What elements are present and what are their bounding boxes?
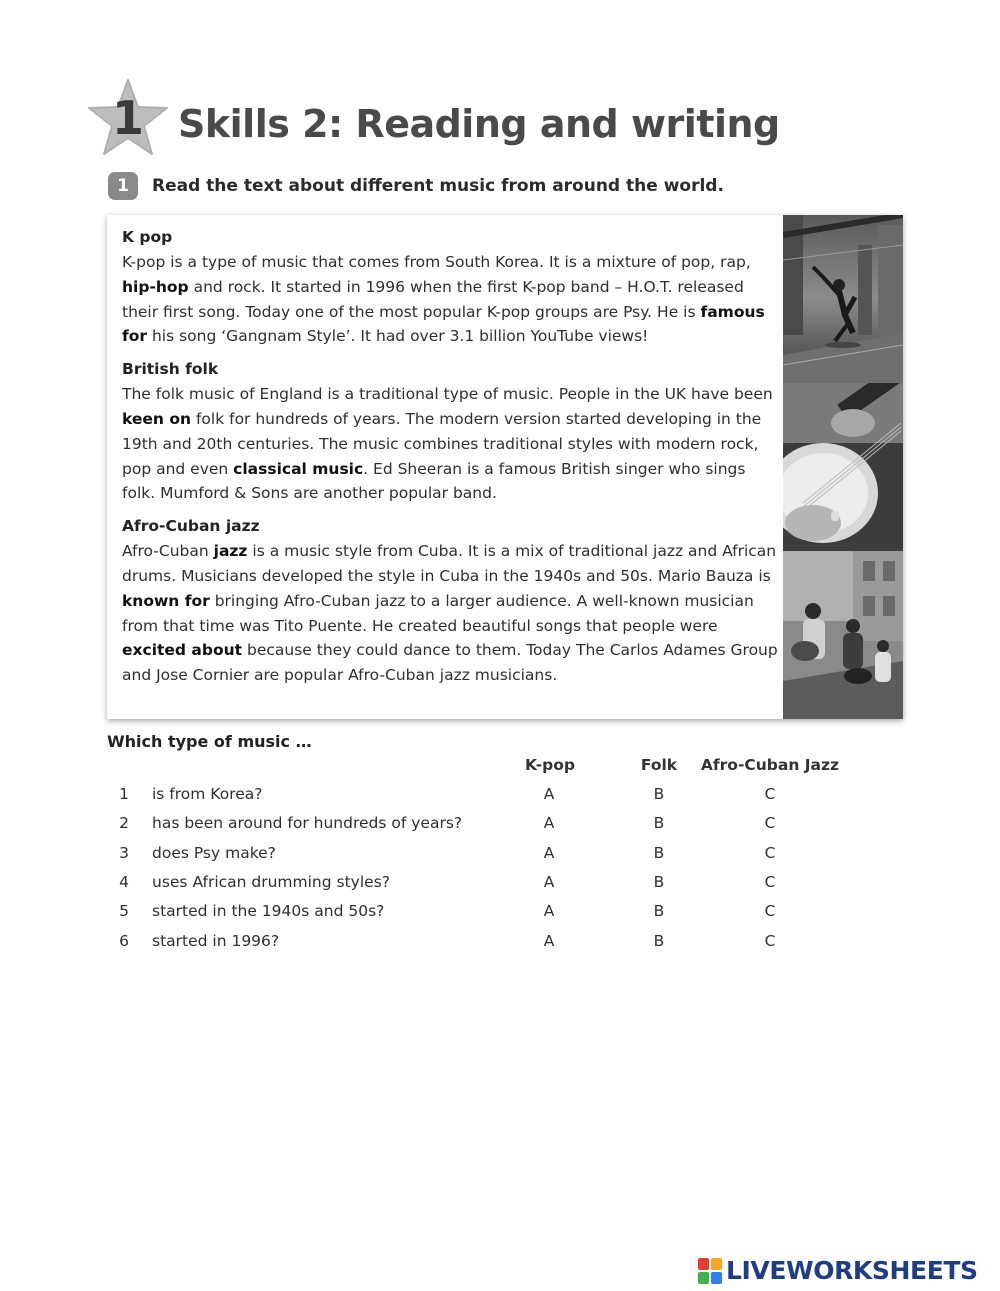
key-phrase: known for [122, 591, 210, 610]
answer-option-c[interactable]: C [764, 785, 776, 803]
question-row [0, 841, 1000, 865]
street-musicians-photo-icon [783, 551, 903, 719]
answer-option-b[interactable]: B [653, 814, 665, 833]
text-run: and rock. It started in 1996 when the first K-pop band – H.O.T. released their first song. Today one of the most popular K-pop groups are Psy. He is [122, 277, 744, 321]
key-phrase: hip-hop [122, 277, 189, 296]
section-heading: K pop [122, 228, 173, 246]
key-phrase: excited about [122, 641, 243, 660]
text-run: bringing Afro-Cuban jazz to a larger audience. A well-known musician from that time was Tito Puente. He created beautiful songs that people were [122, 591, 754, 635]
question-number: 4 [119, 872, 129, 891]
answer-option-b[interactable]: B [653, 931, 665, 950]
question-text: started in the 1940s and 50s? [152, 902, 385, 921]
brand-logo-area [698, 1254, 978, 1288]
brand-name: LIVEWORKSHEETS [726, 1256, 978, 1285]
answer-option-a[interactable]: A [543, 814, 555, 833]
answer-option-b[interactable]: B [653, 872, 665, 891]
photo-column [783, 215, 903, 719]
question-number: 3 [119, 843, 129, 862]
answer-option-b[interactable]: B [653, 785, 665, 803]
question-text: uses African drumming styles? [152, 872, 390, 891]
answer-option-c[interactable]: C [764, 902, 776, 921]
answer-option-c[interactable]: C [764, 843, 776, 862]
answer-option-a[interactable]: A [543, 872, 555, 891]
section-heading: Afro-Cuban jazz [122, 517, 260, 536]
section-body [122, 250, 782, 349]
question-text: started in 1996? [152, 931, 280, 950]
question-row [0, 899, 1000, 923]
question-row [0, 870, 1000, 894]
question-text: has been around for hundreds of years? [152, 814, 463, 833]
column-header-folk: Folk [640, 756, 678, 774]
reading-sections [122, 225, 782, 696]
text-run: folk for hundreds of years. The modern version started developing in the 19th and 20th centuries. The music combines traditional styles with modern rock, pop and even [122, 409, 762, 478]
answer-option-a[interactable]: A [543, 931, 555, 950]
exercise-number-badge: 1 [108, 172, 138, 200]
text-run: is a music style from Cuba. It is a mix of traditional jazz and African drums. Musicians developed the style in Cuba in the 1940s and 50s. Mario Bauza is [122, 542, 777, 585]
column-header-kpop: K-pop [525, 756, 575, 774]
answer-option-a[interactable]: A [543, 785, 555, 803]
question-row [0, 811, 1000, 835]
key-phrase: jazz [213, 542, 248, 561]
exercise-instruction: Read the text about different music from around the world. [152, 176, 724, 196]
answer-option-a[interactable]: A [543, 843, 555, 862]
question-number: 5 [119, 902, 129, 921]
answer-option-a[interactable]: A [543, 902, 555, 921]
answer-option-c[interactable]: C [764, 814, 776, 833]
column-header-afro-cuban-jazz: Afro-Cuban Jazz [700, 756, 840, 774]
question-row [0, 929, 1000, 953]
text-run: The folk music of England is a traditional type of music. People in the UK have been [122, 385, 773, 404]
text-run: K-pop is a type of music that comes from South Korea. It is a mixture of pop, rap, [122, 253, 751, 271]
text-run: his song ‘Gangnam Style’. It had over 3.1 billion YouTube views! [147, 327, 649, 346]
question-number: 1 [119, 785, 129, 803]
breakdancer-photo-icon [783, 215, 903, 383]
text-run: . Ed Sheeran is a famous British singer who sings folk. Mumford & Sons are another popular band. [122, 459, 746, 503]
section-body [122, 382, 782, 506]
key-phrase: classical music [233, 459, 364, 478]
answer-option-c[interactable]: C [764, 931, 776, 950]
text-run: Afro-Cuban [122, 542, 214, 561]
page-title: Skills 2: Reading and writing [178, 102, 780, 146]
question-number: 2 [119, 814, 129, 833]
guitarist-photo-icon [783, 383, 903, 551]
question-text: is from Korea? [152, 785, 263, 803]
key-phrase: famous for [122, 302, 765, 346]
question-row [0, 782, 1000, 806]
answer-option-b[interactable]: B [653, 902, 665, 921]
answer-option-b[interactable]: B [653, 843, 665, 862]
questions-heading: Which type of music … [107, 732, 312, 751]
key-phrase: keen on [122, 409, 192, 428]
unit-number: 1 [111, 91, 144, 145]
question-text: does Psy make? [152, 843, 276, 862]
reading-text-box [107, 215, 903, 719]
liveworksheets-logo-icon [698, 1258, 722, 1284]
question-number: 6 [119, 931, 129, 950]
section-heading: British folk [122, 360, 219, 379]
text-run: because they could dance to them. Today The Carlos Adames Group and Jose Cornier are popular Afro-Cuban jazz musicians. [122, 641, 778, 685]
answer-option-c[interactable]: C [764, 872, 776, 891]
section-body [122, 539, 782, 688]
